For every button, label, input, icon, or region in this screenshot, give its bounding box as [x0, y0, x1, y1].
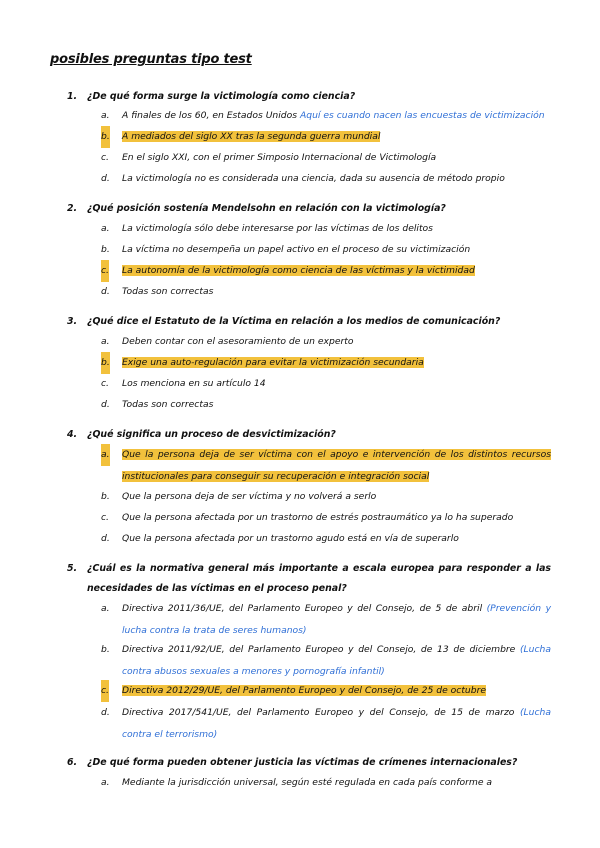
option-letter: b. — [101, 491, 110, 502]
option-text: Que la persona afectada por un trastorno agudo está en vía de superarlo — [122, 533, 459, 544]
option-letter: d. — [101, 399, 110, 410]
option-text: Que la persona afectada por un trastorno de estrés postraumático ya lo ha superado — [122, 512, 514, 523]
option-letter: d. — [101, 173, 110, 184]
option-4c — [101, 507, 551, 529]
option-text: La víctima no desempeña un papel activo en el proceso de su victimización — [122, 244, 471, 255]
option-2c — [101, 260, 551, 282]
question-text: ¿Qué posición sostenía Mendelsohn en relación con la victimología? — [87, 203, 446, 214]
option-1a — [101, 105, 551, 127]
option-3a — [101, 331, 551, 353]
option-6a — [101, 772, 551, 794]
question-number: 4. — [67, 429, 78, 440]
option-letter: d. — [101, 286, 110, 297]
option-2d — [101, 281, 551, 303]
option-1c — [101, 147, 551, 169]
option-letter: b. — [101, 126, 110, 148]
option-letter: b. — [101, 644, 110, 655]
question-text: ¿De qué forma pueden obtener justicia las víctimas de crímenes internacionales? — [87, 757, 518, 768]
question-number: 1. — [67, 91, 78, 102]
option-note: (Lucha contra el terrorismo) — [122, 707, 551, 740]
question-number: 2. — [67, 203, 78, 214]
option-text: La victimología sólo debe interesarse por las víctimas de los delitos — [122, 223, 433, 234]
option-text-correct: Exige una auto-regulación para evitar la victimización secundaria — [122, 357, 424, 368]
option-text: Deben contar con el asesoramiento de un experto — [122, 336, 354, 347]
option-note: (Prevención y lucha contra la trata de seres humanos) — [122, 603, 552, 636]
question-text: ¿Qué significa un proceso de desvictimización? — [87, 429, 336, 440]
option-3c — [101, 373, 551, 395]
question-number: 5. — [67, 563, 78, 574]
option-letter: a. — [101, 777, 110, 788]
option-text: La victimología no es considerada una ciencia, dada su ausencia de método propio — [122, 173, 505, 184]
option-letter: b. — [101, 244, 110, 255]
option-3b — [101, 352, 551, 374]
option-text: A finales de los 60, en Estados Unidos — [122, 110, 300, 121]
option-3d — [101, 394, 551, 416]
option-text: Que la persona deja de ser víctima y no volverá a serlo — [122, 491, 377, 502]
option-text: Mediante la jurisdicción universal, según esté regulada en cada país conforme a — [122, 777, 493, 788]
option-letter: d. — [101, 533, 110, 544]
option-letter: c. — [101, 378, 109, 389]
option-1b — [101, 126, 551, 148]
option-text-correct: A mediados del siglo XX tras la segunda guerra mundial — [122, 131, 381, 142]
question-5 — [67, 559, 551, 599]
option-letter: c. — [101, 152, 109, 163]
option-letter: b. — [101, 352, 110, 374]
option-letter: a. — [101, 223, 110, 234]
question-number: 3. — [67, 316, 78, 327]
option-text-correct: La autonomía de la victimología como ciencia de las víctimas y la victimidad — [122, 265, 475, 276]
question-number: 6. — [67, 757, 78, 768]
option-2a — [101, 218, 551, 240]
question-text: ¿De qué forma surge la victimología como ciencia? — [87, 91, 356, 102]
option-note: (Lucha contra abusos sexuales a menores y pornografía infantil) — [122, 644, 551, 677]
option-5b — [101, 639, 551, 683]
option-1d — [101, 168, 551, 190]
option-letter: a. — [101, 444, 110, 466]
option-4a — [101, 444, 551, 488]
option-text: Todas son correctas — [122, 399, 214, 410]
option-text: Todas son correctas — [122, 286, 214, 297]
option-2b — [101, 239, 551, 261]
option-text: Directiva 2017/541/UE, del Parlamento Europeo y del Consejo, de 15 de marzo — [122, 707, 520, 718]
page-title: posibles preguntas tipo test — [50, 52, 252, 67]
question-text: ¿Cuál es la normativa general más importante a escala europea para responder a las necesidades de las víctimas en el proceso penal? — [87, 563, 551, 594]
option-4b — [101, 486, 551, 508]
option-letter: c. — [101, 260, 109, 282]
option-letter: a. — [101, 603, 110, 614]
option-letter: d. — [101, 707, 110, 718]
question-2 — [67, 199, 551, 219]
option-text: Directiva 2011/92/UE, del Parlamento Europeo y del Consejo, de 13 de diciembre — [122, 644, 520, 655]
option-letter: c. — [101, 680, 109, 702]
option-text-correct: Directiva 2012/29/UE, del Parlamento Europeo y del Consejo, de 25 de octubre — [122, 685, 487, 696]
option-note: Aquí es cuando nacen las encuestas de victimización — [299, 110, 545, 121]
question-1 — [67, 87, 551, 107]
option-5c — [101, 680, 551, 702]
question-3 — [67, 312, 551, 332]
option-5d — [101, 702, 551, 746]
option-text: Los menciona en su artículo 14 — [122, 378, 266, 389]
option-4d — [101, 528, 551, 550]
option-letter: a. — [101, 336, 110, 347]
option-text: En el siglo XXI, con el primer Simposio Internacional de Victimología — [122, 152, 437, 163]
option-text-correct: Que la persona deja de ser víctima con el apoyo e intervención de los distintos recursos institucionales para conseguir su recuperación e integración social — [122, 449, 551, 482]
option-letter: c. — [101, 512, 109, 523]
option-text: Directiva 2011/36/UE, del Parlamento Europeo y del Consejo, de 5 de abril — [122, 603, 487, 614]
option-5a — [101, 598, 551, 642]
question-6 — [67, 753, 551, 773]
question-text: ¿Qué dice el Estatuto de la Víctima en relación a los medios de comunicación? — [87, 316, 501, 327]
question-4 — [67, 425, 551, 445]
option-letter: a. — [101, 110, 110, 121]
